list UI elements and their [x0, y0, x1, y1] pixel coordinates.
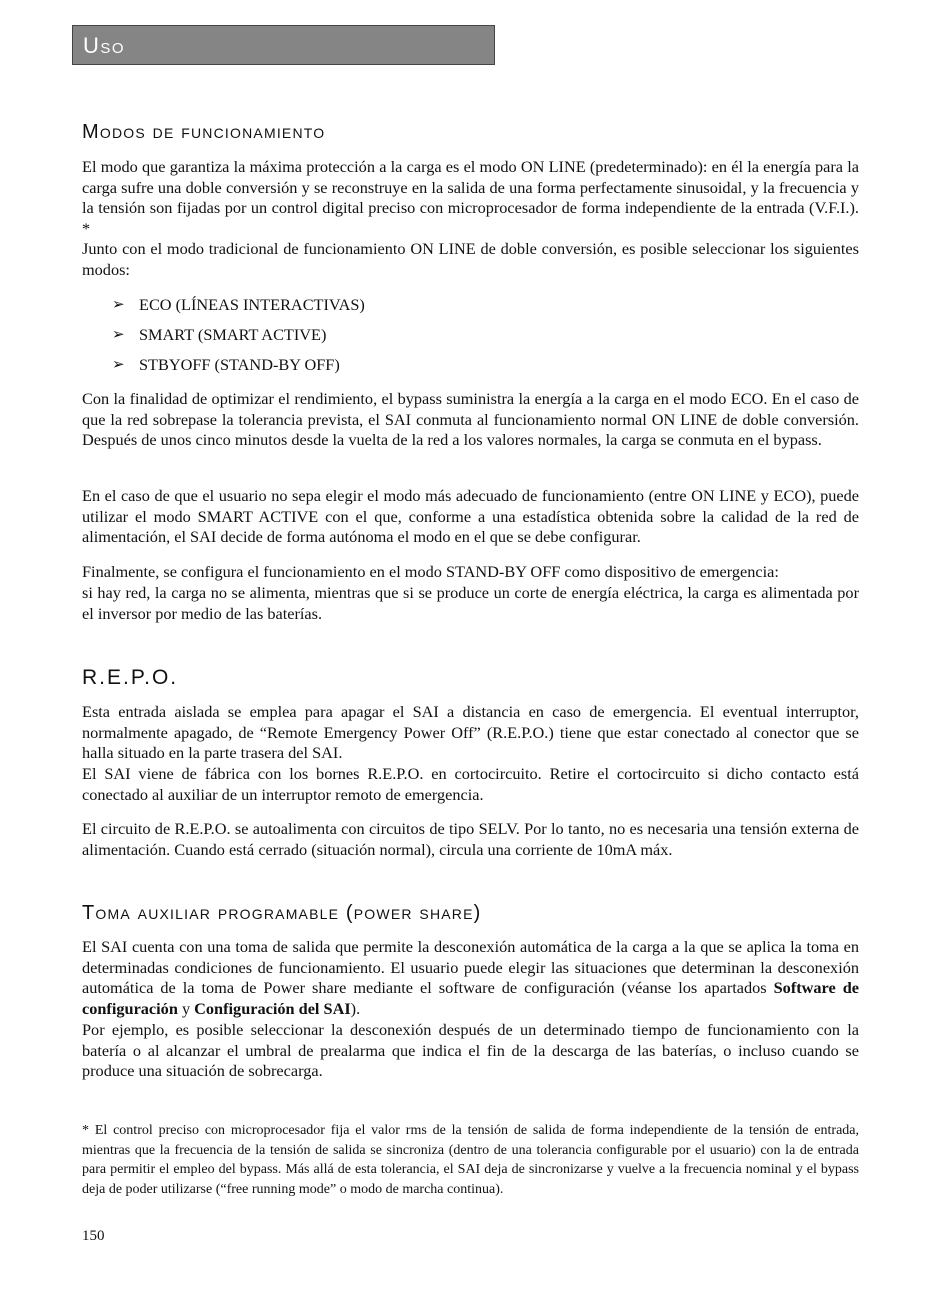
list-item-label: SMART (SMART ACTIVE) [139, 325, 327, 344]
repo-paragraph-2: El SAI viene de fábrica con los bornes R.E.P.O. en cortocircuito. Retire el cortocircuito si dicho contacto está conectado al auxiliar de un interruptor remoto de emergencia. [82, 764, 859, 804]
repo-paragraph-1: Esta entrada aislada se emplea para apagar el SAI a distancia en caso de emergencia. El eventual interruptor, normalmente apagado, de “Remote Emergency Power Off” (R.E.P.O.) tiene que estar conectado al conector que se halla situado en la parte trasera del SAI. [82, 702, 859, 763]
modes-paragraph-5a: Finalmente, se configura el funcionamiento en el modo STAND-BY OFF como dispositivo de emergencia: [82, 562, 779, 581]
list-item [112, 350, 365, 380]
modes-paragraph-3: Con la finalidad de optimizar el rendimiento, el bypass suministra la energía a la carga en el modo ECO. En el caso de que la red sobrepase la tolerancia prevista, el SAI conmuta al funcionamiento normal ON LINE de doble conversión. Después de unos cinco minutos desde la vuelta de la red a los valores normales, la carga se conmuta en el bypass. [82, 389, 859, 450]
power-share-heading: Toma auxiliar programable (power share) [82, 902, 482, 924]
modes-heading: Modos de funcionamiento [82, 121, 326, 143]
repo-heading: R.E.P.O. [82, 666, 179, 689]
footnote: * El control preciso con microprocesador fija el valor rms de la tensión de salida de forma independiente de la tensión de entrada, mientras que la frecuencia de la tensión de salida se sincroniza (dentro de una tolerancia configurable por el usuario) con la de entrada para permitir el empleo del bypass. Más allá de esta tolerancia, el SAI deja de sincronizarse y vuelve a la frecuencia nominal y el bypass deja de poder utilizarse (“free running mode” o modo de marcha continua). [82, 1123, 859, 1197]
list-item-label: STBYOFF (STAND-BY OFF) [139, 355, 340, 374]
list-item-label: ECO (LÍNEAS INTERACTIVAS) [139, 295, 365, 314]
power-share-paragraph-1 [82, 937, 859, 1019]
header-title: Uso [83, 33, 126, 58]
power-share-text-end: ). [350, 998, 361, 1018]
modes-paragraph-2: Junto con el modo tradicional de funcionamiento ON LINE de doble conversión, es posible seleccionar los siguientes modos: [82, 239, 859, 279]
modes-paragraph-1: El modo que garantiza la máxima protección a la carga es el modo ON LINE (predeterminado): en él la energía para la carga sufre una doble conversión y se reconstruye en la salida de una forma perfectamente sinusoidal, y la frecuencia y la tensión son fijadas por un control digital preciso con microprocesador de forma independiente de la entrada (V.F.I.). * [82, 157, 859, 238]
power-share-text: El SAI cuenta con una toma de salida que permite la desconexión automática de la carga a la que se aplica la toma en determinadas condiciones de funcionamiento. El usuario puede elegir las situaciones que determinan la desconexión automática de la toma de Power share mediante el software de configuración (véanse los apartados [82, 937, 859, 998]
software-config-ref: Software de configuración [82, 978, 859, 1018]
power-share-text-join: y [177, 998, 195, 1018]
modes-paragraph-4: En el caso de que el usuario no sepa elegir el modo más adecuado de funcionamiento (entre ON LINE y ECO), puede utilizar el modo SMART ACTIVE con el que, conforme a una estadística obtenida sobre la calidad de la red de alimentación, el SAI decide de forma autónoma el modo en el que se debe configurar. [82, 486, 859, 547]
sai-config-ref: Configuración del SAI [194, 998, 351, 1018]
arrow-bullet-icon: ➢ [112, 327, 125, 343]
modes-list [112, 290, 365, 380]
arrow-bullet-icon: ➢ [112, 357, 125, 373]
page-number: 150 [82, 1228, 105, 1244]
list-item [112, 320, 365, 350]
list-item [112, 290, 365, 320]
arrow-bullet-icon: ➢ [112, 297, 125, 313]
repo-paragraph-3: El circuito de R.E.P.O. se autoalimenta con circuitos de tipo SELV. Por lo tanto, no es necesaria una tensión externa de alimentación. Cuando está cerrado (situación normal), circula una corriente de 10mA máx. [82, 819, 859, 859]
power-share-paragraph-2: Por ejemplo, es posible seleccionar la desconexión después de un determinado tiempo de funcionamiento con la batería o al alcanzar el umbral de prealarma que indica el fin de la descarga de las baterías, o incluso cuando se produce una situación de sobrecarga. [82, 1020, 859, 1081]
section-header-bar [72, 25, 495, 65]
modes-paragraph-5b: si hay red, la carga no se alimenta, mientras que si se produce un corte de energía eléctrica, la carga es alimentada por el inversor por medio de las baterías. [82, 583, 859, 623]
